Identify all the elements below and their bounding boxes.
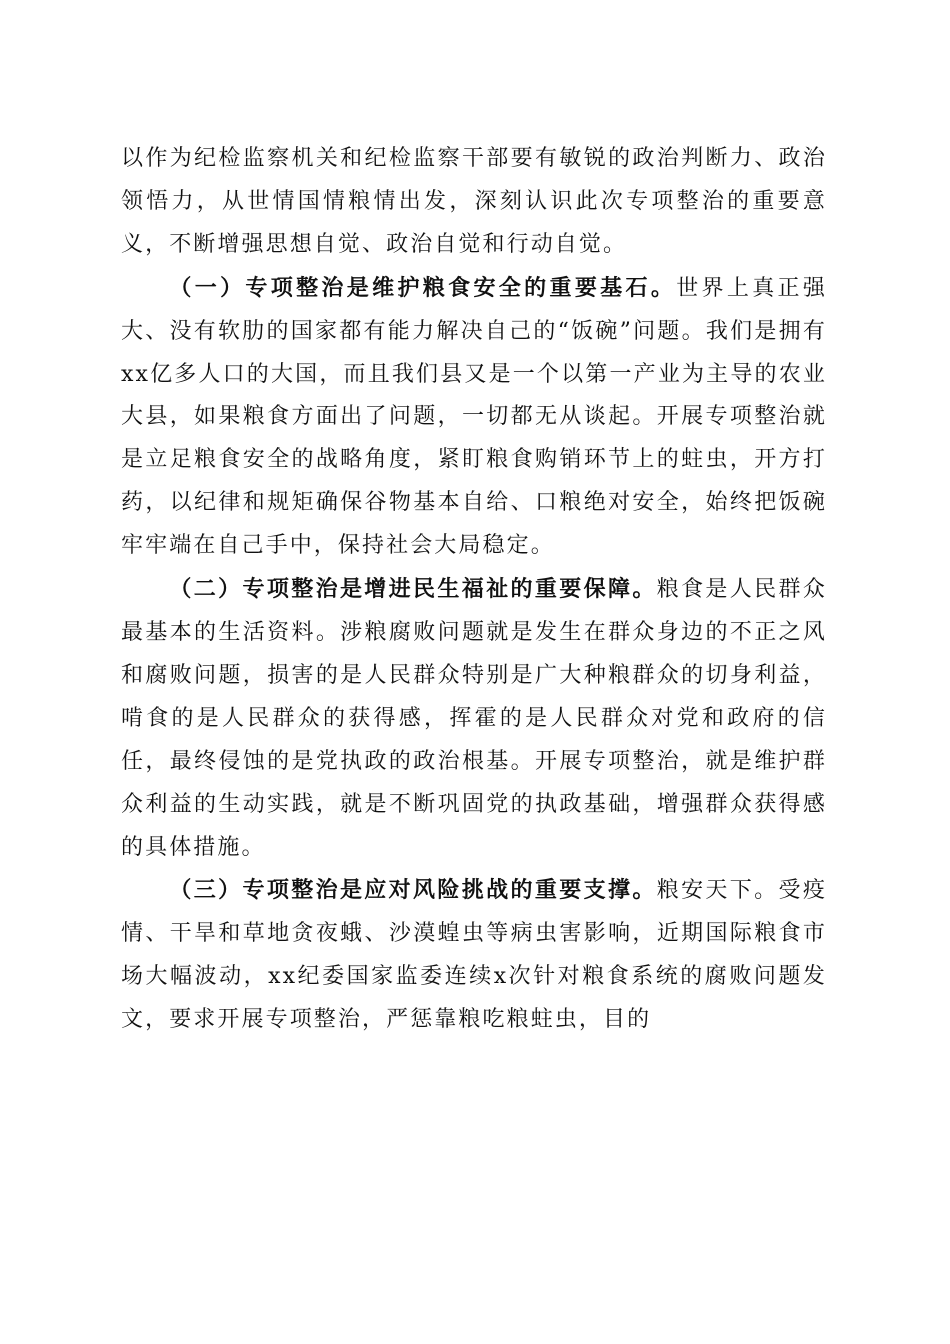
section-heading: （二）专项整治是增进民生福祉的重要保障。 (169, 576, 657, 603)
document-body (121, 138, 827, 1042)
paragraph-text: 粮食是人民群众最基本的生活资料。涉粮腐败问题就是发生在群众身边的不正之风和腐败问题，损害的是人民群众特别是广大种粮群众的切身利益，啃食的是人民群众的获得感，挥霍的是人民群众对党和政府的信任，最终侵蚀的是党执政的政治根基。开展专项整治，就是维护群众利益的生动实践，就是不断巩固党的执政基础，增强群众获得感的具体措施。 (121, 577, 827, 860)
paragraph-text: 以作为纪检监察机关和纪检监察干部要有敏锐的政治判断力、政治领悟力，从世情国情粮情出发，深刻认识此次专项整治的重要意义，不断增强思想自觉、政治自觉和行动自觉。 (121, 146, 827, 257)
paragraph-continuation (121, 138, 827, 267)
paragraph-text: 世界上真正强大、没有软肋的国家都有能力解决自己的“饭碗”问题。我们是拥有xx亿多人口的大国，而且我们县又是一个以第一产业为主导的农业大县，如果粮食方面出了问题，一切都无从谈起。开展专项整治就是立足粮食安全的战略角度，紧盯粮食购销环节上的蛀虫，开方打药，以纪律和规矩确保谷物基本自给、口粮绝对安全，始终把饭碗牢牢端在自己手中，保持社会大局稳定。 (121, 275, 827, 559)
paragraph-text: 粮安天下。受疫情、干旱和草地贪夜蛾、沙漠蝗虫等病虫害影响，近期国际粮食市场大幅波动，xx纪委国家监委连续x次针对粮食系统的腐败问题发文，要求开展专项整治，严惩靠粮吃粮蛀虫，目的 (121, 878, 827, 1033)
paragraph-section-two (121, 568, 827, 869)
paragraph-section-one (121, 267, 827, 568)
section-heading: （三）专项整治是应对风险挑战的重要支撑。 (169, 877, 657, 904)
paragraph-section-three (121, 869, 827, 1042)
section-heading: （一）专项整治是维护粮食安全的重要基石。 (169, 274, 677, 301)
